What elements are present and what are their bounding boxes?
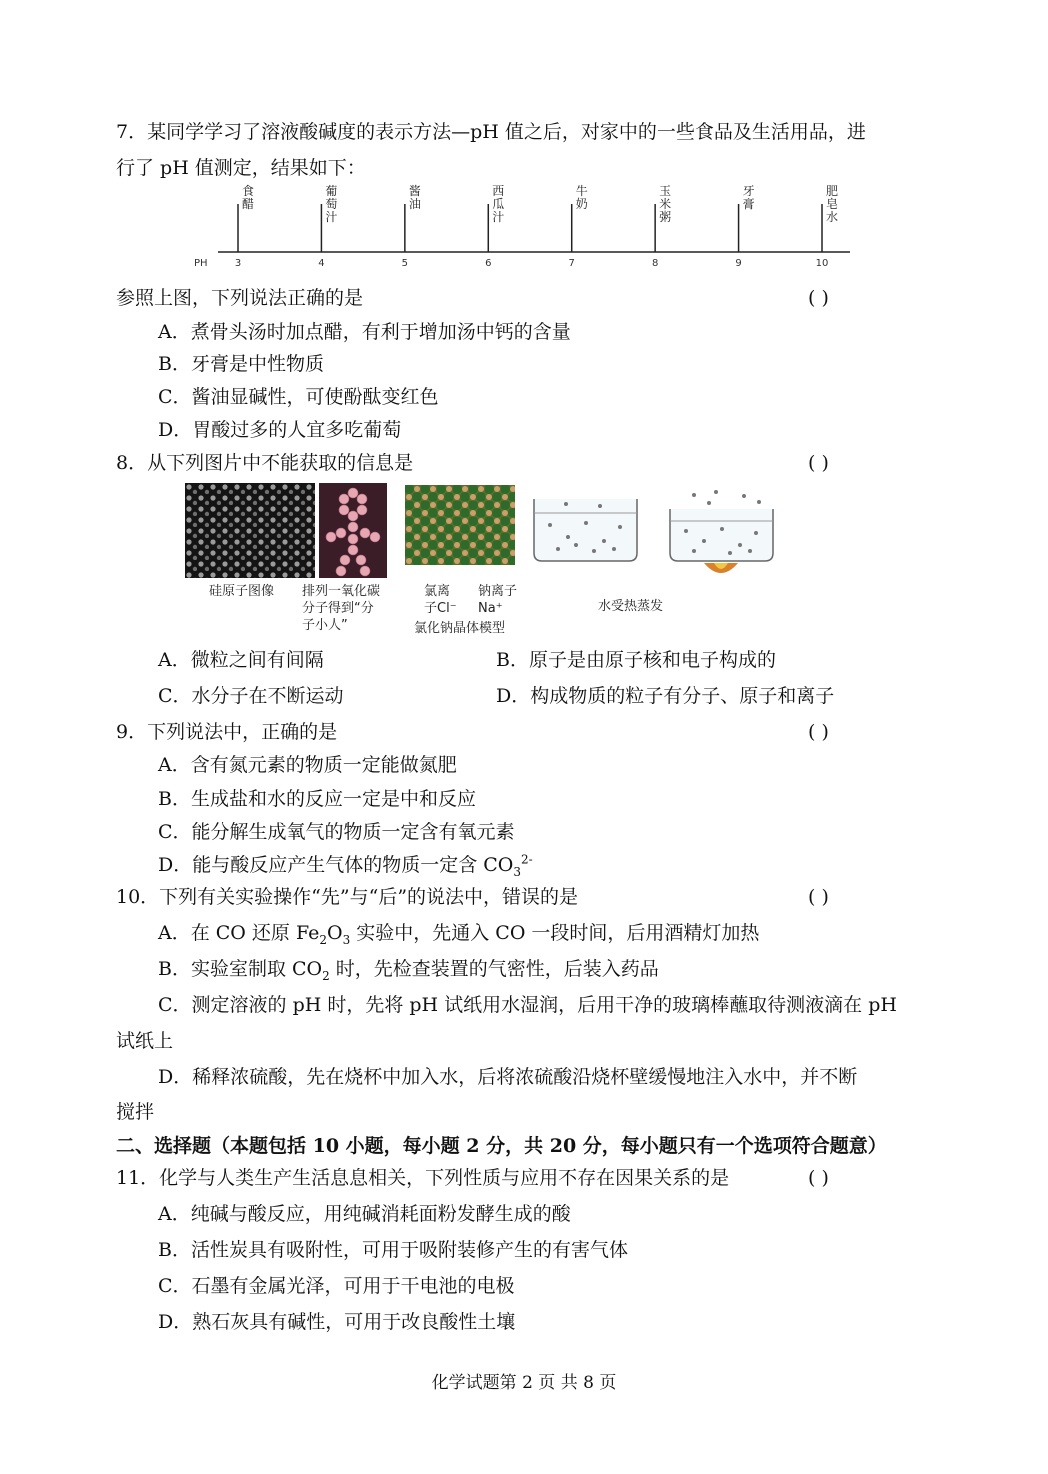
water-beaker-image <box>528 493 643 565</box>
q7-option-b: B．牙膏是中性物质 <box>158 353 324 375</box>
q7-question: 参照上图，下列说法正确的是 <box>116 287 364 309</box>
q11-answer-paren: ( ) <box>808 1167 829 1189</box>
q7-option-d: D．胃酸过多的人宜多吃葡萄 <box>158 419 402 441</box>
q9-stem: 9．下列说法中，正确的是 <box>116 721 338 743</box>
q8-stem: 8．从下列图片中不能获取的信息是 <box>116 452 414 474</box>
q8-option-b: B．原子是由原子核和电子构成的 <box>496 649 776 671</box>
q10-option-c-line1: C．测定溶液的 pH 时，先将 pH 试纸用水湿润，后用干净的玻璃棒蘸取待测液滴在 pH <box>158 994 897 1016</box>
q10-option-a: A．在 CO 还原 $Fe_2O_3$ 实验中，先通入 CO 一段时间，后用酒精灯加热 <box>158 922 760 947</box>
ph-item-label: 醋 <box>242 197 255 211</box>
q8-option-c: C．水分子在不断运动 <box>158 685 344 707</box>
q11-stem: 11．化学与人类生产生活息息相关，下列性质与应用不存在因果关系的是 <box>116 1167 730 1189</box>
ph-axis-label: PH <box>194 258 208 269</box>
ph-tick-label: 3 <box>234 258 242 269</box>
ph-item-label: 油 <box>408 197 421 211</box>
ph-item-label: 牛 <box>575 184 588 198</box>
ph-item-label: 皂 <box>826 197 839 211</box>
ph-tick-label: 7 <box>568 258 575 269</box>
ph-item-label: 瓜 <box>492 197 505 211</box>
caption-nacl: 氯化钠晶体模型 <box>414 621 506 636</box>
q7-stem-line1: 7．某同学学习了溶液酸碱度的表示方法—pH 值之后，对家中的一些食品及生活用品，进 <box>116 121 866 143</box>
q10-option-b: B．实验室制取 $CO_2$ 时，先检查装置的气密性，后装入药品 <box>158 958 659 983</box>
ph-tick-label: 6 <box>485 258 492 269</box>
q10-option-c-line2: 试纸上 <box>116 1030 174 1052</box>
caption-sodium-line2: Na⁺ <box>478 601 503 616</box>
q7-stem-line2: 行了 pH 值测定，结果如下： <box>116 157 366 179</box>
caption-chlorine-line2: 子Cl⁻ <box>424 601 457 616</box>
caption-water: 水受热蒸发 <box>598 599 664 614</box>
q9-option-b: B．生成盐和水的反应一定是中和反应 <box>158 788 476 810</box>
q10-stem: 10．下列有关实验操作“先”与“后”的说法中，错误的是 <box>116 886 579 908</box>
caption-chlorine-line1: 氯离 <box>424 584 451 599</box>
q8-option-a: A．微粒之间有间隔 <box>158 649 324 671</box>
q7-answer-paren: ( ) <box>808 287 829 309</box>
q9-option-a: A．含有氮元素的物质一定能做氮肥 <box>158 754 457 776</box>
silicon-atom-image <box>185 483 315 578</box>
section-heading: 二、选择题（本题包括 10 小题，每小题 2 分，共 20 分，每小题只有一个选项符合题意） <box>116 1135 887 1157</box>
q9-option-c: C．能分解生成氧气的物质一定含有氧元素 <box>158 821 515 843</box>
ph-item-label: 米 <box>659 197 672 211</box>
q9-option-d: D．能与酸反应产生气体的物质一定含 $CO_3^{2-}$ <box>158 852 533 879</box>
ph-item-label: 玉 <box>659 184 672 198</box>
q9-answer-paren: ( ) <box>808 721 829 743</box>
heated-beaker-image <box>664 487 779 577</box>
ph-item-label: 粥 <box>659 210 672 224</box>
ph-tick-label: 10 <box>815 258 829 269</box>
q8-option-d: D．构成物质的粒子有分子、原子和离子 <box>496 685 835 707</box>
ph-item-label: 奶 <box>575 197 588 211</box>
ph-item-label: 汁 <box>325 210 338 224</box>
ph-item-label: 肥 <box>826 184 839 198</box>
nacl-crystal-image <box>405 485 515 565</box>
q11-option-d: D．熟石灰具有碱性，可用于改良酸性土壤 <box>158 1311 516 1333</box>
ph-item-label: 西 <box>492 184 505 198</box>
caption-co-line1: 排列一氧化碳 <box>302 584 381 599</box>
q11-option-b: B．活性炭具有吸附性，可用于吸附装修产生的有害气体 <box>158 1239 628 1261</box>
ph-scale-figure <box>190 184 860 270</box>
ph-item-label: 萄 <box>325 197 338 211</box>
q10-option-d-line2: 搅拌 <box>116 1101 155 1123</box>
ph-tick-label: 4 <box>318 258 325 269</box>
q11-option-a: A．纯碱与酸反应，用纯碱消耗面粉发酵生成的酸 <box>158 1203 571 1225</box>
caption-silicon: 硅原子图像 <box>209 584 275 599</box>
q8-answer-paren: ( ) <box>808 452 829 474</box>
caption-co-line2: 分子得到“分 <box>302 601 374 616</box>
ph-item-label: 食 <box>242 184 255 198</box>
q10-answer-paren: ( ) <box>808 886 829 908</box>
ph-item-label: 水 <box>826 210 839 224</box>
ph-item-label: 酱 <box>408 184 421 198</box>
q7-option-a: A．煮骨头汤时加点醋，有利于增加汤中钙的含量 <box>158 321 571 343</box>
caption-co-line3: 子小人” <box>302 618 348 633</box>
ph-tick-label: 9 <box>735 258 742 269</box>
ph-item-label: 汁 <box>492 210 505 224</box>
page-footer: 化学试题第 2 页 共 8 页 <box>431 1373 617 1393</box>
ph-item-label: 牙 <box>742 184 755 198</box>
ph-item-label: 膏 <box>742 197 755 211</box>
q10-option-d-line1: D．稀释浓硫酸，先在烧杯中加入水，后将浓硫酸沿烧杯壁缓慢地注入水中，并不断 <box>158 1066 858 1088</box>
caption-sodium-line1: 钠离子 <box>478 584 518 599</box>
q11-option-c: C．石墨有金属光泽，可用于干电池的电极 <box>158 1275 515 1297</box>
q7-option-c: C．酱油显碱性，可使酚酞变红色 <box>158 386 439 408</box>
co-molecule-man-image <box>319 483 387 578</box>
ph-item-label: 葡 <box>325 184 338 198</box>
ph-tick-label: 8 <box>651 258 659 269</box>
ph-tick-label: 5 <box>401 258 409 269</box>
